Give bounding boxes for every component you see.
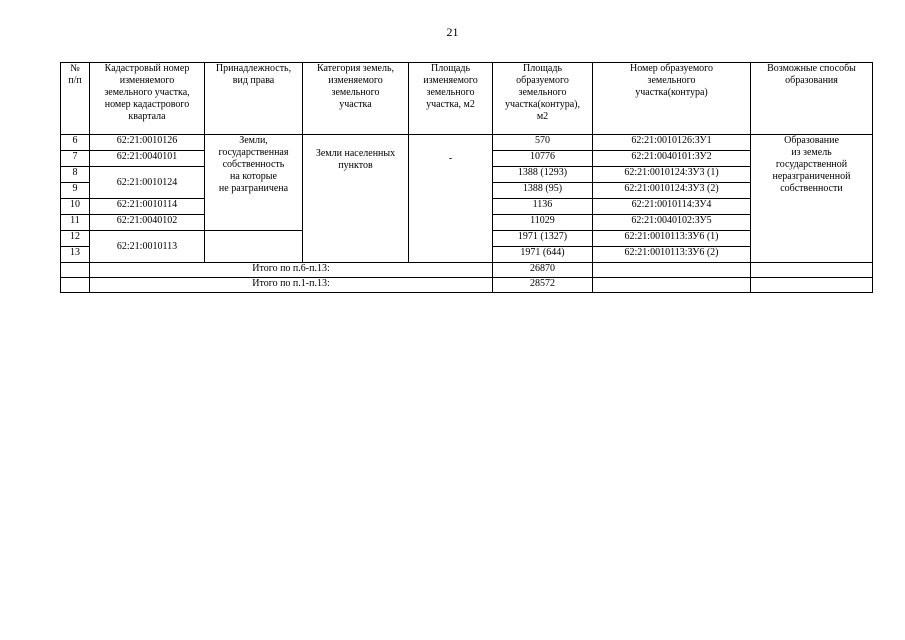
formed-number: 62:21:0040102:ЗУ5 bbox=[593, 215, 751, 231]
total-empty-cell bbox=[593, 263, 751, 278]
land-plots-table bbox=[60, 62, 873, 293]
cadastral-number: 62:21:0010126 bbox=[90, 135, 205, 151]
table-header-row bbox=[61, 63, 873, 135]
area-formed: 11029 bbox=[493, 215, 593, 231]
page-number: 21 bbox=[446, 25, 459, 39]
row-number: 13 bbox=[61, 247, 90, 263]
area-changed-cell: - bbox=[409, 135, 493, 263]
row-number: 12 bbox=[61, 231, 90, 247]
total-label: Итого по п.1-п.13: bbox=[90, 278, 493, 293]
header-land-category: Категория земель, изменяемого земельного участка bbox=[303, 63, 409, 135]
header-formed-number: Номер образуемого земельного участка(контура) bbox=[593, 63, 751, 135]
ownership-cell: Земли, государственная собственность на которые не разграничена bbox=[205, 135, 303, 231]
area-formed: 1388 (95) bbox=[493, 183, 593, 199]
formed-number: 62:21:0010113:ЗУ6 (2) bbox=[593, 247, 751, 263]
header-cadastral-number: Кадастровый номер изменяемого земельного участка, номер кадастрового квартала bbox=[90, 63, 205, 135]
total-number-empty bbox=[61, 263, 90, 278]
total-row bbox=[61, 278, 873, 293]
total-number-empty bbox=[61, 278, 90, 293]
formed-number: 62:21:0010113:ЗУ6 (1) bbox=[593, 231, 751, 247]
area-formed: 10776 bbox=[493, 151, 593, 167]
total-empty-cell bbox=[751, 278, 873, 293]
cadastral-number: 62:21:0010124 bbox=[90, 167, 205, 199]
cadastral-number: 62:21:0040101 bbox=[90, 151, 205, 167]
row-number: 8 bbox=[61, 167, 90, 183]
row-number: 11 bbox=[61, 215, 90, 231]
formed-number: 62:21:0010124:ЗУ3 (1) bbox=[593, 167, 751, 183]
total-value: 26870 bbox=[493, 263, 593, 278]
area-formed: 1971 (644) bbox=[493, 247, 593, 263]
formed-number: 62:21:0010126:ЗУ1 bbox=[593, 135, 751, 151]
ownership-cell-empty bbox=[205, 231, 303, 263]
header-ownership: Принадлежность, вид права bbox=[205, 63, 303, 135]
cadastral-number: 62:21:0040102 bbox=[90, 215, 205, 231]
total-empty-cell bbox=[593, 278, 751, 293]
total-label: Итого по п.6-п.13: bbox=[90, 263, 493, 278]
cadastral-number: 62:21:0010114 bbox=[90, 199, 205, 215]
table-row bbox=[61, 135, 873, 151]
total-empty-cell bbox=[751, 263, 873, 278]
row-number: 7 bbox=[61, 151, 90, 167]
formed-number: 62:21:0010114:ЗУ4 bbox=[593, 199, 751, 215]
area-formed: 1971 (1327) bbox=[493, 231, 593, 247]
header-number: № п/п bbox=[61, 63, 90, 135]
area-formed: 1388 (1293) bbox=[493, 167, 593, 183]
methods-cell: Образование из земель государственной неразграниченной собственности bbox=[751, 135, 873, 263]
header-methods: Возможные способы образования bbox=[751, 63, 873, 135]
formed-number: 62:21:0040101:ЗУ2 bbox=[593, 151, 751, 167]
formed-number: 62:21:0010124:ЗУ3 (2) bbox=[593, 183, 751, 199]
total-row bbox=[61, 263, 873, 278]
row-number: 10 bbox=[61, 199, 90, 215]
area-formed: 1136 bbox=[493, 199, 593, 215]
total-value: 28572 bbox=[493, 278, 593, 293]
header-area-formed: Площадь образуемого земельного участка(контура), м2 bbox=[493, 63, 593, 135]
header-area-changed: Площадь изменяемого земельного участка, м2 bbox=[409, 63, 493, 135]
row-number: 6 bbox=[61, 135, 90, 151]
row-number: 9 bbox=[61, 183, 90, 199]
cadastral-number: 62:21:0010113 bbox=[90, 231, 205, 263]
land-category-cell: Земли населенных пунктов bbox=[303, 135, 409, 263]
area-formed: 570 bbox=[493, 135, 593, 151]
